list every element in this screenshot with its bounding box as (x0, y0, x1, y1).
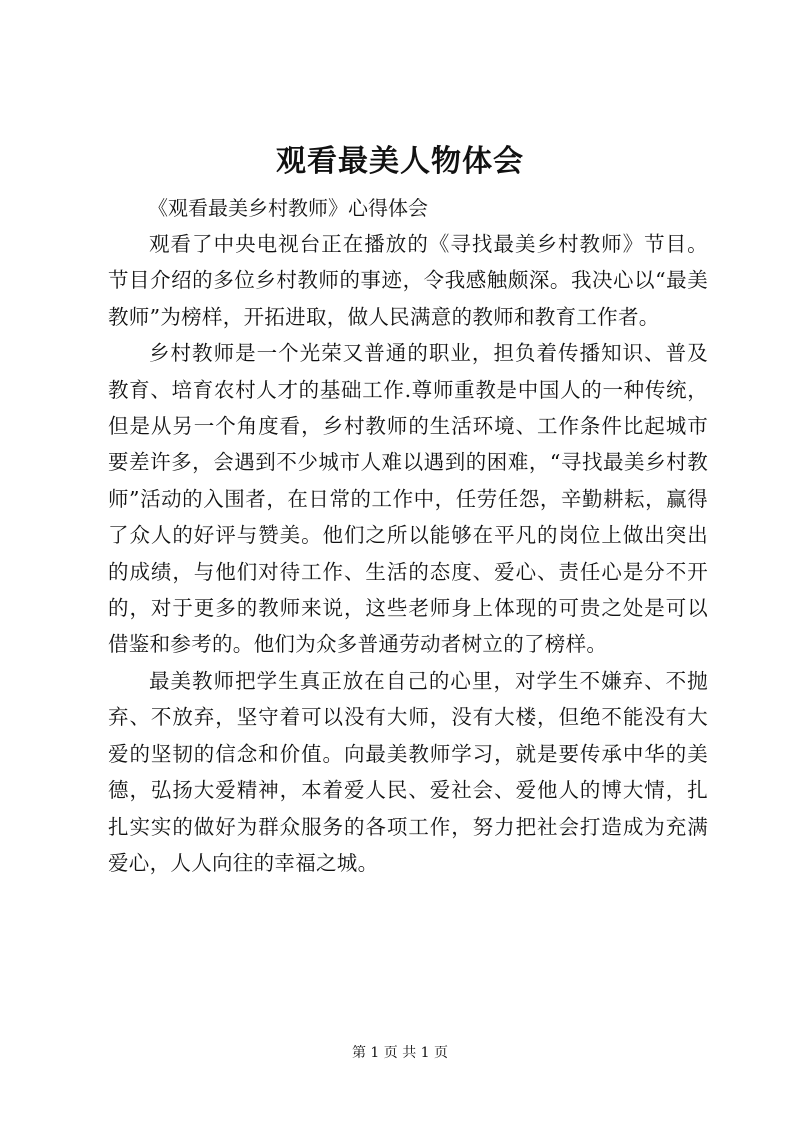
paragraph-2: 乡村教师是一个光荣又普通的职业，担负着传播知识、普及教育、培育农村人才的基础工作.尊师重教是中国人的一种传统，但是从另一个角度看，乡村教师的生活环境、工作条件比起城市要差许多，会遇到不少城市人难以遇到的困难，“寻找最美乡村教师”活动的入围者，在日常的工作中，任劳任怨，辛勤耕耘，赢得了众人的好评与赞美。他们之所以能够在平凡的岗位上做出突出的成绩，与他们对待工作、生活的态度、爱心、责任心是分不开的，对于更多的教师来说，这些老师身上体现的可贵之处是可以借鉴和参考的。他们为众多普通劳动者树立的了榜样。 (108, 341, 708, 657)
page-footer: 第 1 页 共 1 页 (351, 1045, 449, 1061)
document-body (108, 226, 708, 881)
document-title: 观看最美人物体会 (276, 144, 524, 179)
paragraph-1: 观看了中央电视台正在播放的《寻找最美乡村教师》节目。节目介绍的多位乡村教师的事迹，令我感触颇深。我决心以“最美教师”为榜样，开拓进取，做人民满意的教师和教育工作者。 (108, 232, 708, 329)
paragraph-3: 最美教师把学生真正放在自己的心里，对学生不嫌弃、不抛弃、不放弃，坚守着可以没有大师，没有大楼，但绝不能没有大爱的坚韧的信念和价值。向最美教师学习，就是要传承中华的美德，弘扬大爱精神，本着爱人民、爱社会、爱他人的博大情，扎扎实实的做好为群众服务的各项工作，努力把社会打造成为充满爱心，人人向往的幸福之城。 (108, 668, 708, 875)
document-subtitle: 《观看最美乡村教师》心得体会 (148, 196, 428, 220)
